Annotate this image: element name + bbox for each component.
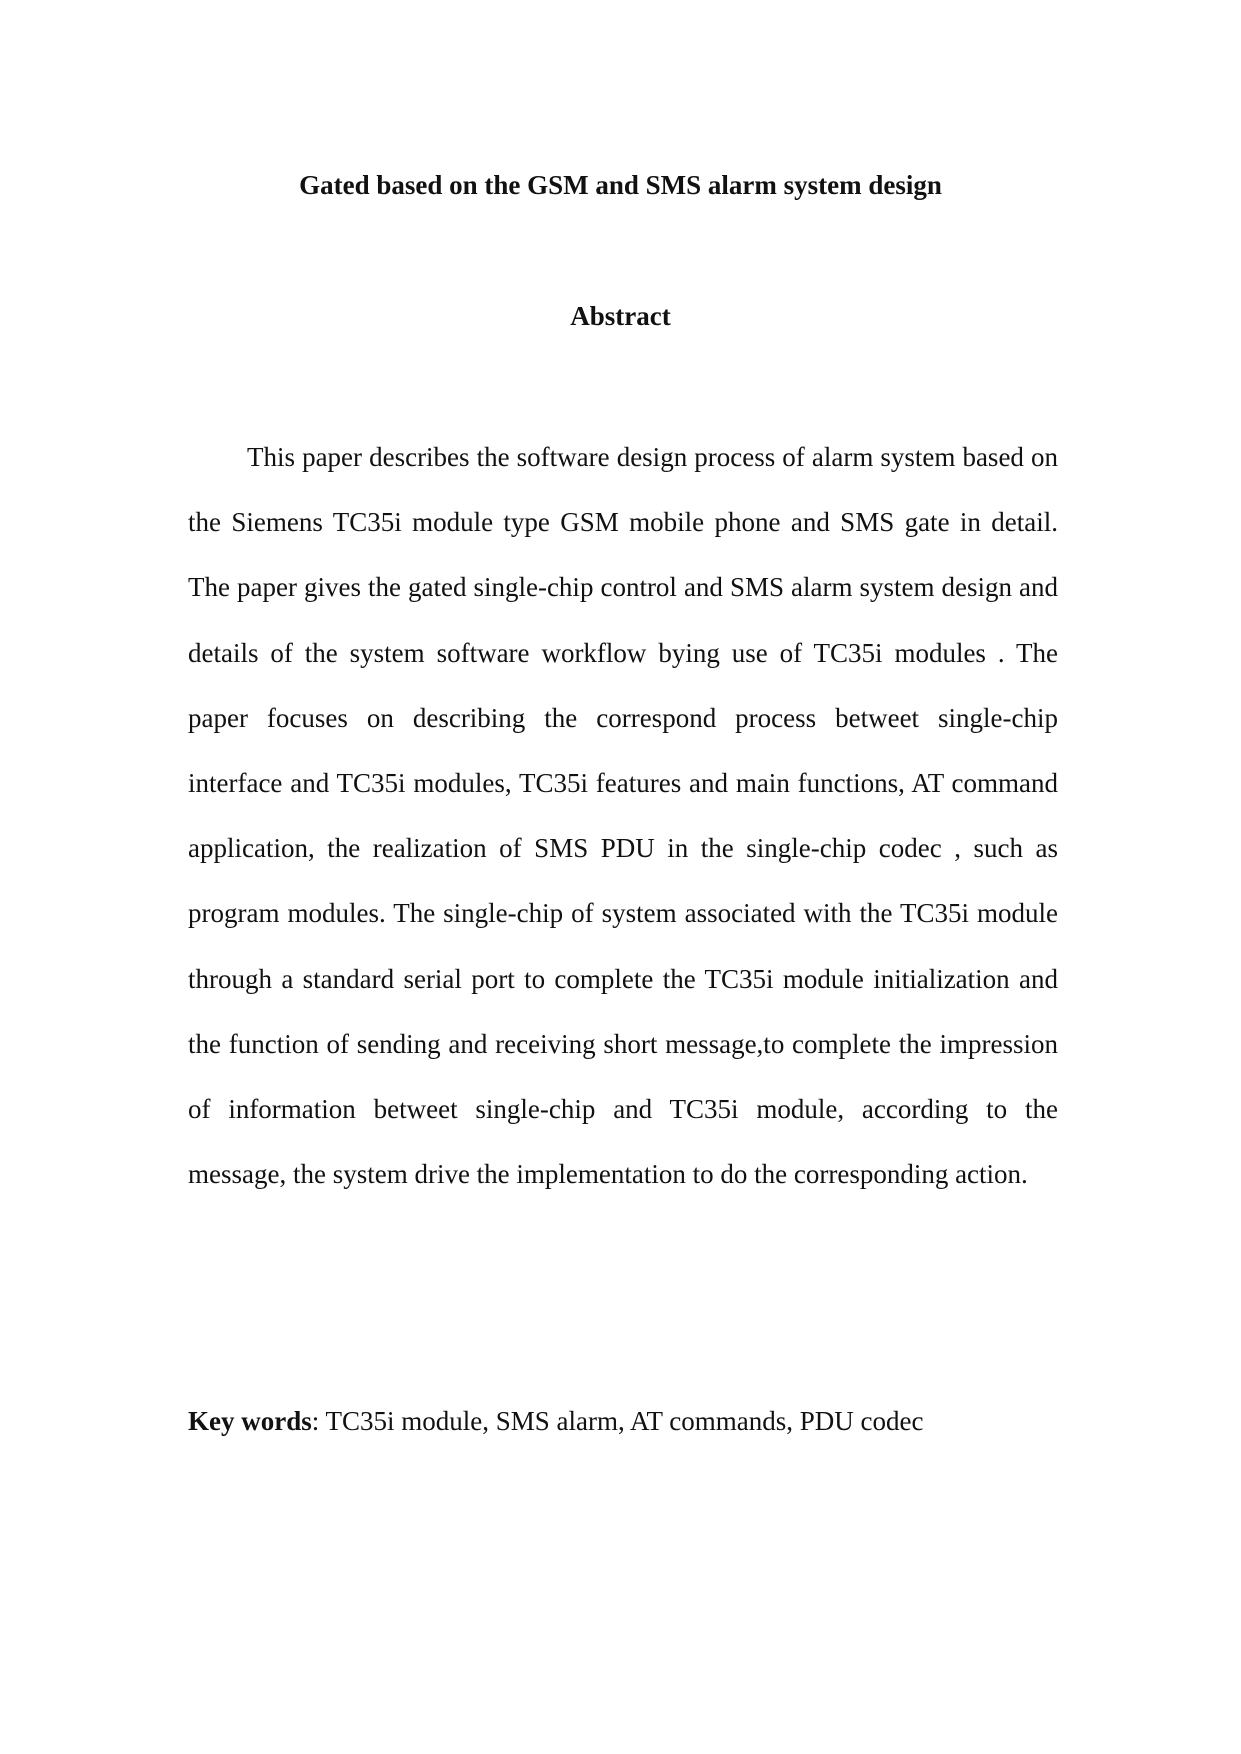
keywords-separator: : — [311, 1406, 326, 1436]
abstract-heading: Abstract — [570, 301, 671, 331]
keywords-value: TC35i module, SMS alarm, AT commands, PDU codec — [325, 1406, 924, 1436]
keywords-label: Key words — [188, 1406, 312, 1436]
paper-title: Gated based on the GSM and SMS alarm system design — [299, 170, 942, 200]
abstract-body: This paper describes the software design process of alarm system based on the Siemens TC35i module type GSM mobile phone and SMS gate in detail. The paper gives the gated single-chip control and SMS alarm system design and details of the system software workflow bying use of TC35i modules . The paper focuses on describing the correspond process betweet single-chip interface and TC35i modules, TC35i features and main functions, AT command application, the realization of SMS PDU in the single-chip codec , such as program modules. The single-chip of system associated with the TC35i module through a standard serial port to complete the TC35i module initialization and the function of sending and receiving short message,to complete the impression of information betweet single-chip and TC35i module, according to the message, the system drive the implementation to do the corresponding action. — [188, 442, 1058, 1190]
keywords-line — [188, 1404, 1088, 1438]
